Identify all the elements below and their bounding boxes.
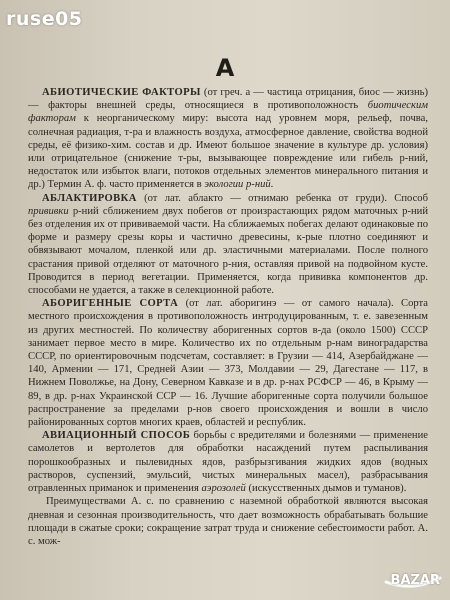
entry-abioticheskie [28,86,428,192]
entry-italic: аэрозолей [201,483,246,495]
entry-head: АБИОТИЧЕСКИЕ ФАКТОРЫ [42,87,201,98]
brand-logo-text: BAZAR [390,573,440,588]
page-text [28,86,428,548]
entry-text: . [270,179,274,191]
entry-head: АБЛАКТИРОВКА [42,192,137,204]
entry-italic: биотическим факторам [28,100,428,125]
entry-text: борьбы с вредителями и болезнями — применение самолетов и вертолетов для обработки насаждений путем распыливания порошкообразных и пылевидных ядов, разбрызгивания жидких ядов (водных растворов, суспензий, эмульсий, чистых минеральных масел), разбрасывания отравленных приманок и применения [28,430,428,495]
entry-italic: экологии р-ний [204,179,271,191]
entry-text: (от лат. аборигинэ — от самого начала). Сорта местного происхождения в противоположность интродуцированным, т. е. завезенным из других местностей. По количеству аборигенных сортов в-да (около 1500) СССР занимает первое место в мире. Количество их по отдельным р-нам виноградарства СССР, по ориентировочным подсчетам, составляет: в Грузии — 414, Азербайджане — 140, Армении — 171, Средней Азии — 373, Молдавии — 29, Дагестане — 117, в Нижнем Поволжье, на Дону, Северном Кавказе и в др. р-нах РСФСР — 46, в Крыму — 89, в др. р-нах Украинской ССР — 16. Лучшие аборигенные сорта получили большое распространение за пределами р-нов своего происхождения и вошли в число районированных сортов многих краев, областей и республик. [28,298,428,429]
watermark: ruse05 [6,8,83,30]
closing-paragraph: Преимуществами А. с. по сравнению с наземной обработкой являются высокая дневная и сезонная производительность, что дает возможность обрабатывать большие площади в сжатые сроки; сокращение затрат труда и снижение себестоимости работ. А. с. мож- [28,496,428,547]
entry-head: АВИАЦИОННЫЙ СПОСОБ [42,430,191,442]
entry-head: АБОРИГЕННЫЕ СОРТА [42,298,179,310]
entry-aborigennye-sorta [28,297,428,429]
entry-text: (от лат. аблакто — отнимаю ребенка от груди). Способ [136,192,428,204]
entry-text: (от греч. а — частица отрицания, биос — жизнь) — факторы внешней среды, относящиеся в противоположность [28,87,429,112]
entry-text: (искусственных дымов и туманов). [245,483,407,495]
entry-text: к неорганическому миру: высота над уровнем моря, рельеф, почва, солнечная радиация, т-ра и влажность воздуха, атмосферное давление, свойства водной среды, её физико-хим. состав и др. Имеют большое значение в культуре др. условия) или отрицательное (снижение т-ры, вызывающее повреждение или гибель р-ний, недостаток или избыток влаги, потоков отдельных элементов минерального питания и др.) Термин А. ф. часто применяется в [28,113,428,191]
entry-aviacionnyi-sposob [28,429,428,495]
entry-text: р-ний сближением двух побегов от произрастающих рядом маточных р-ний без отделения их от прививаемой части. На сближаемых побегах делают одинаковые по форме и размеру срезы коры и частично древесины, к-рые плотно соединяют и обвязывают мочалом, пленкой или др. эластичными материалами. После полного срастания привой отделяют от маточного р-ния, оставляя привой на подвойном кусте. Проводится в период вегетации. Применяется, когда прививка компонентов др. способами не удается, а также в селекционной работе. [28,205,428,297]
section-letter: А [215,54,235,82]
entry-ablaktirovka [28,192,428,298]
entry-italic: прививки [28,205,69,217]
